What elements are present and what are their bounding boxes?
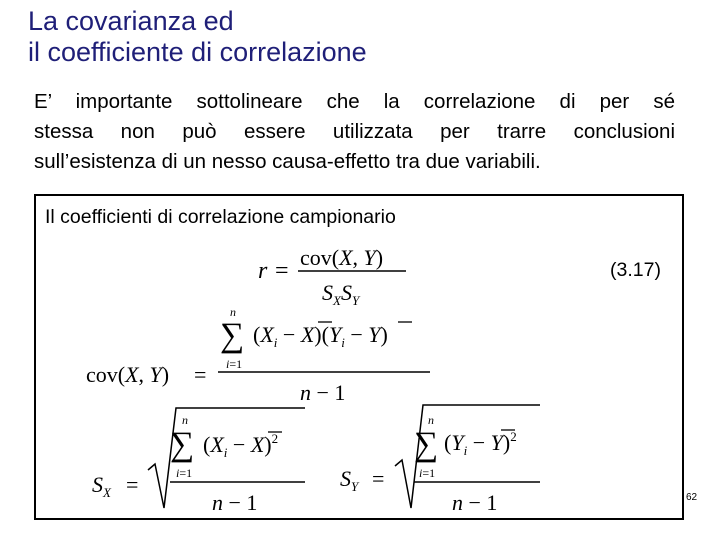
cov-denominator: n − 1 — [300, 380, 346, 405]
sy-denominator: n − 1 — [452, 490, 498, 515]
slide-title-line-2: il coefficiente di correlazione — [28, 37, 367, 67]
formula-r — [258, 245, 406, 308]
sy-sum-top: n — [428, 413, 434, 427]
sy-term: $(Y_i - Y)^2$ — [444, 429, 517, 458]
r-equals: = — [275, 258, 289, 284]
sy-lhs: $S_Y$ — [340, 466, 359, 494]
sx-denominator: n − 1 — [212, 490, 258, 515]
intro-line-2: stessa non può essere utilizzata per trarre conclusioni — [34, 120, 675, 143]
r-numerator: cov(X, Y) — [300, 245, 384, 270]
equation-number: (3.17) — [610, 259, 661, 281]
sy-sum-symbol: ∑ — [414, 426, 439, 463]
r-denominator: $S_XS_Y$ — [322, 280, 360, 308]
r-symbol: r — [258, 258, 268, 284]
sx-term: $(X_i - X)^2$ — [203, 431, 279, 460]
cov-equals: = — [194, 362, 207, 387]
cov-sum-top: n — [230, 305, 236, 319]
formula-sy — [340, 405, 540, 515]
cov-lhs: cov(X, Y) — [86, 362, 170, 387]
sx-lhs: $S_X$ — [92, 472, 111, 500]
cov-sum-symbol: ∑ — [220, 317, 245, 354]
page-number: 62 — [686, 492, 698, 503]
sx-sum-bottom: i=1 — [176, 466, 193, 480]
cov-sum-bottom: i=1 — [226, 357, 243, 371]
intro-line-3: sull’esistenza di un nesso causa-effetto tra due variabili. — [34, 150, 541, 173]
sx-equals: = — [126, 472, 139, 497]
sy-equals: = — [372, 466, 385, 491]
intro-line-1: E’ importante sottolineare che la correlazione di per sé — [34, 90, 675, 113]
slide-title-line-1: La covarianza ed — [28, 6, 234, 36]
formula-sx — [92, 408, 305, 515]
formula-cov — [86, 305, 430, 405]
sx-sum-symbol: ∑ — [170, 426, 195, 463]
sy-sum-bottom: i=1 — [419, 466, 436, 480]
box-heading: Il coefficienti di correlazione campionario — [45, 206, 396, 228]
cov-term: $(X_i - X)(Y_i - Y)$ — [253, 322, 388, 350]
sx-sum-top: n — [182, 413, 188, 427]
